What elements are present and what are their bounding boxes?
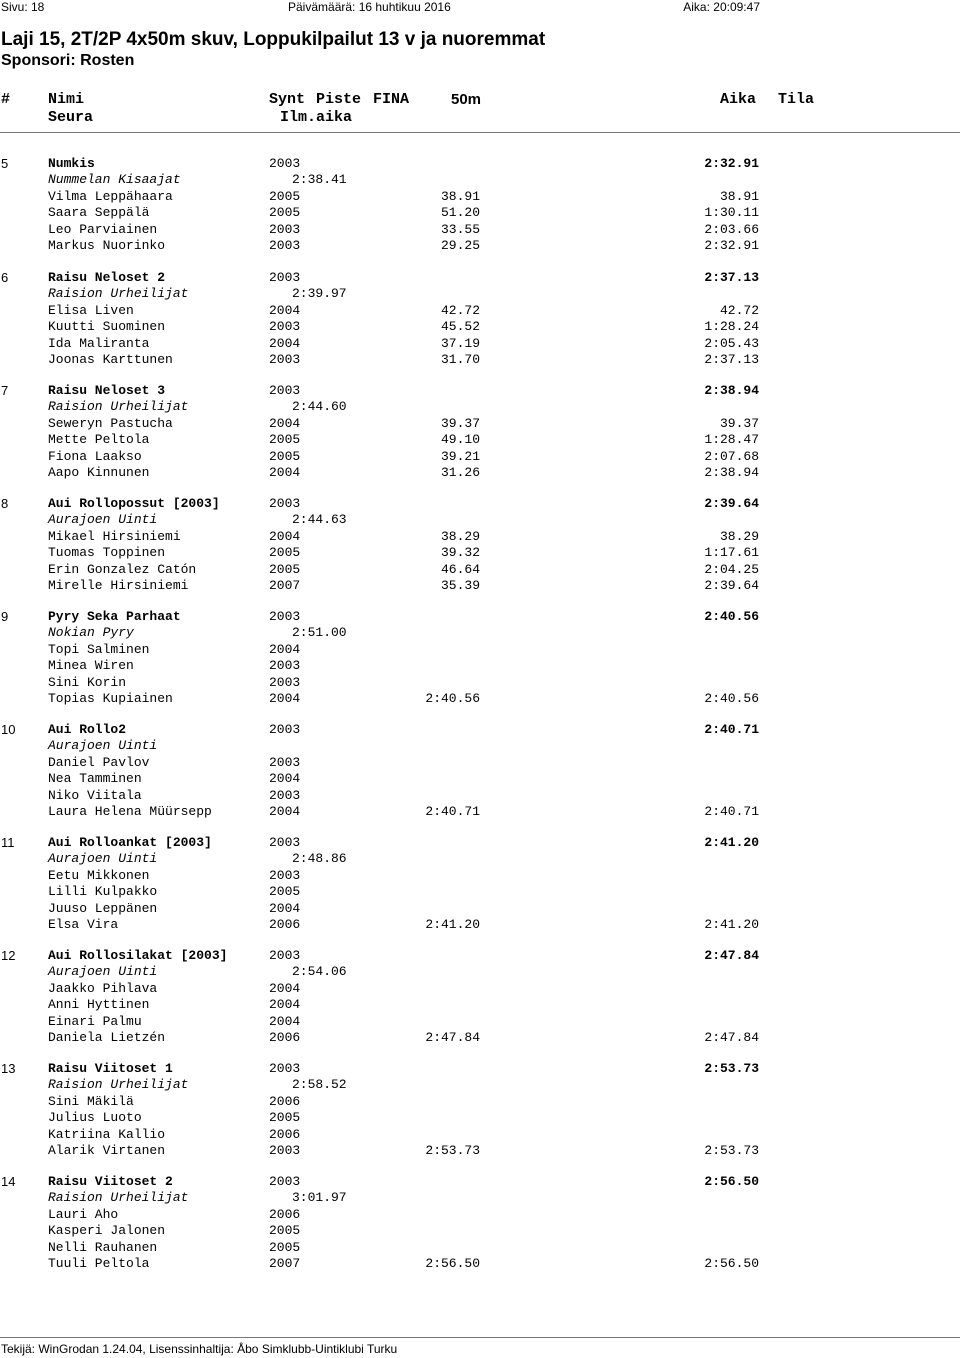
team-rank: 11 bbox=[1, 835, 15, 850]
swimmer-name: Einari Palmu bbox=[48, 1014, 142, 1029]
team-club: Raision Urheilijat bbox=[48, 286, 189, 302]
team-year: 2003 bbox=[269, 948, 301, 963]
team-rank: 9 bbox=[1, 609, 9, 624]
team-name: Raisu Neloset 2 bbox=[48, 270, 166, 285]
team-time: 2:38.94 bbox=[704, 383, 759, 398]
swimmer-cumulative-time: 2:37.13 bbox=[704, 352, 759, 367]
swimmer-year: 2004 bbox=[269, 691, 301, 706]
swimmer-split: 42.72 bbox=[440, 303, 480, 318]
team-rank: 5 bbox=[1, 156, 9, 171]
swimmer-year: 2003 bbox=[269, 319, 301, 334]
swimmer-split: 31.26 bbox=[440, 465, 480, 480]
team-name: Pyry Seka Parhaat bbox=[48, 609, 181, 624]
swimmer-name: Anni Hyttinen bbox=[48, 997, 150, 1012]
swimmer-year: 2005 bbox=[269, 189, 301, 204]
swimmer-year: 2004 bbox=[269, 804, 301, 819]
team-time: 2:40.71 bbox=[704, 722, 759, 737]
swimmer-year: 2006 bbox=[269, 1094, 301, 1109]
team-club: Raision Urheilijat bbox=[48, 399, 189, 415]
footer-divider bbox=[0, 1337, 960, 1338]
header-club: Seura bbox=[48, 109, 94, 126]
team-club: Raision Urheilijat bbox=[48, 1077, 189, 1093]
swimmer-name: Nelli Rauhanen bbox=[48, 1240, 158, 1255]
swimmer-name: Nea Tamminen bbox=[48, 771, 142, 786]
swimmer-split: 2:53.73 bbox=[425, 1143, 480, 1158]
swimmer-name: Alarik Virtanen bbox=[48, 1143, 166, 1158]
team-club: Aurajoen Uinti bbox=[48, 964, 158, 980]
swimmer-name: Saara Seppälä bbox=[48, 205, 150, 220]
team-club: Aurajoen Uinti bbox=[48, 738, 158, 754]
swimmer-year: 2004 bbox=[269, 901, 301, 916]
event-title: Laji 15, 2T/2P 4x50m skuv, Loppukilpailut 13 v ja nuoremmat bbox=[1, 29, 546, 50]
swimmer-year: 2005 bbox=[269, 449, 301, 464]
swimmer-name: Elsa Vira bbox=[48, 917, 119, 932]
swimmer-year: 2004 bbox=[269, 642, 301, 657]
footer-credits: Tekijä: WinGrodan 1.24.04, Lisenssinhaltija: Åbo Simklubb-Uintiklubi Turku bbox=[1, 1342, 398, 1356]
swimmer-split: 37.19 bbox=[440, 336, 480, 351]
swimmer-year: 2003 bbox=[269, 675, 301, 690]
team-entry-time: 2:58.52 bbox=[292, 1077, 347, 1093]
header-split: 50m bbox=[451, 91, 482, 108]
swimmer-name: Vilma Leppähaara bbox=[48, 189, 173, 204]
swimmer-year: 2003 bbox=[269, 238, 301, 253]
swimmer-split: 31.70 bbox=[440, 352, 480, 367]
swimmer-name: Daniela Lietzén bbox=[48, 1030, 166, 1045]
team-name: Raisu Viitoset 2 bbox=[48, 1174, 173, 1189]
swimmer-year: 2004 bbox=[269, 529, 301, 544]
swimmer-name: Juuso Leppänen bbox=[48, 901, 158, 916]
team-time: 2:32.91 bbox=[704, 156, 759, 171]
team-name: Numkis bbox=[48, 156, 95, 171]
swimmer-cumulative-time: 39.37 bbox=[719, 416, 759, 431]
report-time: Aika: 20:09:47 bbox=[683, 0, 760, 14]
swimmer-year: 2004 bbox=[269, 1014, 301, 1029]
header-name: Nimi bbox=[48, 91, 85, 108]
swimmer-year: 2004 bbox=[269, 771, 301, 786]
team-name: Aui Rolloankat [2003] bbox=[48, 835, 212, 850]
team-entry-time: 2:48.86 bbox=[292, 851, 347, 867]
swimmer-year: 2006 bbox=[269, 917, 301, 932]
swimmer-split: 49.10 bbox=[440, 432, 480, 447]
team-club: Aurajoen Uinti bbox=[48, 512, 158, 528]
swimmer-split: 39.37 bbox=[440, 416, 480, 431]
header-time: Aika bbox=[720, 91, 757, 108]
swimmer-split: 29.25 bbox=[440, 238, 480, 253]
swimmer-name: Topias Kupiainen bbox=[48, 691, 173, 706]
swimmer-cumulative-time: 2:32.91 bbox=[704, 238, 759, 253]
swimmer-cumulative-time: 1:28.24 bbox=[704, 319, 759, 334]
team-name: Aui Rollopossut [2003] bbox=[48, 496, 220, 511]
swimmer-name: Kasperi Jalonen bbox=[48, 1223, 166, 1238]
swimmer-split: 45.52 bbox=[440, 319, 480, 334]
swimmer-year: 2007 bbox=[269, 1256, 301, 1271]
swimmer-name: Mirelle Hirsiniemi bbox=[48, 578, 189, 593]
swimmer-year: 2004 bbox=[269, 465, 301, 480]
swimmer-year: 2005 bbox=[269, 545, 301, 560]
swimmer-year: 2003 bbox=[269, 352, 301, 367]
team-year: 2003 bbox=[269, 609, 301, 624]
swimmer-split: 2:40.56 bbox=[425, 691, 480, 706]
swimmer-cumulative-time: 2:05.43 bbox=[704, 336, 759, 351]
swimmer-year: 2006 bbox=[269, 1127, 301, 1142]
swimmer-name: Seweryn Pastucha bbox=[48, 416, 173, 431]
swimmer-cumulative-time: 42.72 bbox=[719, 303, 759, 318]
swimmer-cumulative-time: 38.91 bbox=[719, 189, 759, 204]
team-year: 2003 bbox=[269, 835, 301, 850]
swimmer-cumulative-time: 38.29 bbox=[719, 529, 759, 544]
swimmer-cumulative-time: 2:40.56 bbox=[704, 691, 759, 706]
swimmer-year: 2005 bbox=[269, 884, 301, 899]
team-entry-time: 3:01.97 bbox=[292, 1190, 347, 1206]
swimmer-year: 2004 bbox=[269, 336, 301, 351]
swimmer-split: 38.91 bbox=[440, 189, 480, 204]
swimmer-year: 2007 bbox=[269, 578, 301, 593]
team-entry-time: 2:54.06 bbox=[292, 964, 347, 980]
team-year: 2003 bbox=[269, 383, 301, 398]
team-rank: 14 bbox=[1, 1174, 16, 1189]
swimmer-year: 2006 bbox=[269, 1030, 301, 1045]
swimmer-cumulative-time: 1:30.11 bbox=[704, 205, 759, 220]
team-time: 2:53.73 bbox=[704, 1061, 759, 1076]
swimmer-cumulative-time: 2:07.68 bbox=[704, 449, 759, 464]
team-time: 2:37.13 bbox=[704, 270, 759, 285]
swimmer-name: Aapo Kinnunen bbox=[48, 465, 150, 480]
header-entry-time: Ilm.aika bbox=[280, 109, 353, 126]
team-year: 2003 bbox=[269, 1061, 301, 1076]
team-entry-time: 2:51.00 bbox=[292, 625, 347, 641]
swimmer-split: 51.20 bbox=[440, 205, 480, 220]
event-sponsor: Sponsori: Rosten bbox=[1, 52, 135, 69]
team-time: 2:41.20 bbox=[704, 835, 759, 850]
swimmer-year: 2003 bbox=[269, 658, 301, 673]
swimmer-year: 2005 bbox=[269, 205, 301, 220]
team-time: 2:56.50 bbox=[704, 1174, 759, 1189]
team-club: Raision Urheilijat bbox=[48, 1190, 189, 1206]
swimmer-cumulative-time: 2:41.20 bbox=[704, 917, 759, 932]
swimmer-cumulative-time: 2:04.25 bbox=[704, 562, 759, 577]
swimmer-year: 2004 bbox=[269, 997, 301, 1012]
swimmer-year: 2005 bbox=[269, 1240, 301, 1255]
swimmer-cumulative-time: 2:40.71 bbox=[704, 804, 759, 819]
swimmer-name: Fiona Laakso bbox=[48, 449, 142, 464]
team-year: 2003 bbox=[269, 270, 301, 285]
swimmer-year: 2005 bbox=[269, 432, 301, 447]
swimmer-year: 2005 bbox=[269, 1223, 301, 1238]
report-date: Päivämäärä: 16 huhtikuu 2016 bbox=[288, 0, 451, 14]
swimmer-name: Minea Wiren bbox=[48, 658, 134, 673]
team-rank: 10 bbox=[1, 722, 16, 737]
swimmer-name: Niko Viitala bbox=[48, 788, 142, 803]
team-entry-time: 2:44.60 bbox=[292, 399, 347, 415]
swimmer-cumulative-time: 2:03.66 bbox=[704, 222, 759, 237]
team-time: 2:47.84 bbox=[704, 948, 759, 963]
page-number: Sivu: 18 bbox=[1, 0, 45, 14]
swimmer-split: 2:47.84 bbox=[425, 1030, 480, 1045]
swimmer-split: 39.32 bbox=[440, 545, 480, 560]
header-status: Tila bbox=[778, 91, 815, 108]
swimmer-name: Elisa Liven bbox=[48, 303, 134, 318]
swimmer-name: Jaakko Pihlava bbox=[48, 981, 158, 996]
swimmer-name: Topi Salminen bbox=[48, 642, 150, 657]
swimmer-name: Laura Helena Müürsepp bbox=[48, 804, 212, 819]
team-name: Aui Rollosilakat [2003] bbox=[48, 948, 228, 963]
team-time: 2:39.64 bbox=[704, 496, 759, 511]
swimmer-name: Tuomas Toppinen bbox=[48, 545, 166, 560]
team-rank: 6 bbox=[1, 270, 9, 285]
swimmer-name: Ida Maliranta bbox=[48, 336, 150, 351]
swimmer-name: Sini Korin bbox=[48, 675, 127, 690]
swimmer-year: 2004 bbox=[269, 981, 301, 996]
swimmer-name: Lilli Kulpakko bbox=[48, 884, 158, 899]
swimmer-name: Kuutti Suominen bbox=[48, 319, 166, 334]
header-piste: Piste bbox=[316, 91, 362, 108]
swimmer-name: Lauri Aho bbox=[48, 1207, 119, 1222]
swimmer-year: 2006 bbox=[269, 1207, 301, 1222]
swimmer-split: 2:40.71 bbox=[425, 804, 480, 819]
swimmer-year: 2003 bbox=[269, 222, 301, 237]
swimmer-name: Tuuli Peltola bbox=[48, 1256, 150, 1271]
team-entry-time: 2:39.97 bbox=[292, 286, 347, 302]
team-name: Aui Rollo2 bbox=[48, 722, 127, 737]
swimmer-name: Mette Peltola bbox=[48, 432, 150, 447]
team-rank: 13 bbox=[1, 1061, 16, 1076]
team-year: 2003 bbox=[269, 156, 301, 171]
team-rank: 12 bbox=[1, 948, 16, 963]
header-synt: Synt bbox=[269, 91, 306, 108]
team-time: 2:40.56 bbox=[704, 609, 759, 624]
team-name: Raisu Neloset 3 bbox=[48, 383, 166, 398]
swimmer-cumulative-time: 2:38.94 bbox=[704, 465, 759, 480]
swimmer-name: Erin Gonzalez Catón bbox=[48, 562, 197, 577]
team-entry-time: 2:44.63 bbox=[292, 512, 347, 528]
team-entry-time: 2:38.41 bbox=[292, 172, 347, 188]
swimmer-year: 2004 bbox=[269, 303, 301, 318]
header-fina: FINA bbox=[373, 91, 410, 108]
swimmer-year: 2005 bbox=[269, 1110, 301, 1125]
team-year: 2003 bbox=[269, 722, 301, 737]
team-rank: 8 bbox=[1, 496, 9, 511]
swimmer-name: Daniel Pavlov bbox=[48, 755, 150, 770]
swimmer-name: Julius Luoto bbox=[48, 1110, 142, 1125]
swimmer-split: 38.29 bbox=[440, 529, 480, 544]
swimmer-cumulative-time: 1:28.47 bbox=[704, 432, 759, 447]
swimmer-split: 39.21 bbox=[440, 449, 480, 464]
team-year: 2003 bbox=[269, 496, 301, 511]
swimmer-name: Mikael Hirsiniemi bbox=[48, 529, 181, 544]
swimmer-cumulative-time: 2:56.50 bbox=[704, 1256, 759, 1271]
team-rank: 7 bbox=[1, 383, 9, 398]
swimmer-split: 46.64 bbox=[440, 562, 480, 577]
swimmer-split: 2:41.20 bbox=[425, 917, 480, 932]
swimmer-year: 2003 bbox=[269, 1143, 301, 1158]
swimmer-name: Joonas Karttunen bbox=[48, 352, 173, 367]
swimmer-name: Markus Nuorinko bbox=[48, 238, 166, 253]
swimmer-split: 35.39 bbox=[440, 578, 480, 593]
team-club: Nokian Pyry bbox=[48, 625, 134, 641]
swimmer-year: 2003 bbox=[269, 868, 301, 883]
header-rank: # bbox=[1, 91, 11, 108]
swimmer-split: 2:56.50 bbox=[425, 1256, 480, 1271]
team-year: 2003 bbox=[269, 1174, 301, 1189]
swimmer-name: Sini Mäkilä bbox=[48, 1094, 134, 1109]
swimmer-year: 2004 bbox=[269, 416, 301, 431]
team-club: Nummelan Kisaajat bbox=[48, 172, 181, 188]
swimmer-cumulative-time: 2:47.84 bbox=[704, 1030, 759, 1045]
swimmer-name: Katriina Kallio bbox=[48, 1127, 166, 1142]
swimmer-year: 2005 bbox=[269, 562, 301, 577]
swimmer-cumulative-time: 2:39.64 bbox=[704, 578, 759, 593]
team-name: Raisu Viitoset 1 bbox=[48, 1061, 173, 1076]
swimmer-cumulative-time: 1:17.61 bbox=[704, 545, 759, 560]
swimmer-name: Eetu Mikkonen bbox=[48, 868, 150, 883]
swimmer-year: 2003 bbox=[269, 788, 301, 803]
swimmer-split: 33.55 bbox=[440, 222, 480, 237]
swimmer-cumulative-time: 2:53.73 bbox=[704, 1143, 759, 1158]
swimmer-name: Leo Parviainen bbox=[48, 222, 158, 237]
swimmer-year: 2003 bbox=[269, 755, 301, 770]
team-club: Aurajoen Uinti bbox=[48, 851, 158, 867]
